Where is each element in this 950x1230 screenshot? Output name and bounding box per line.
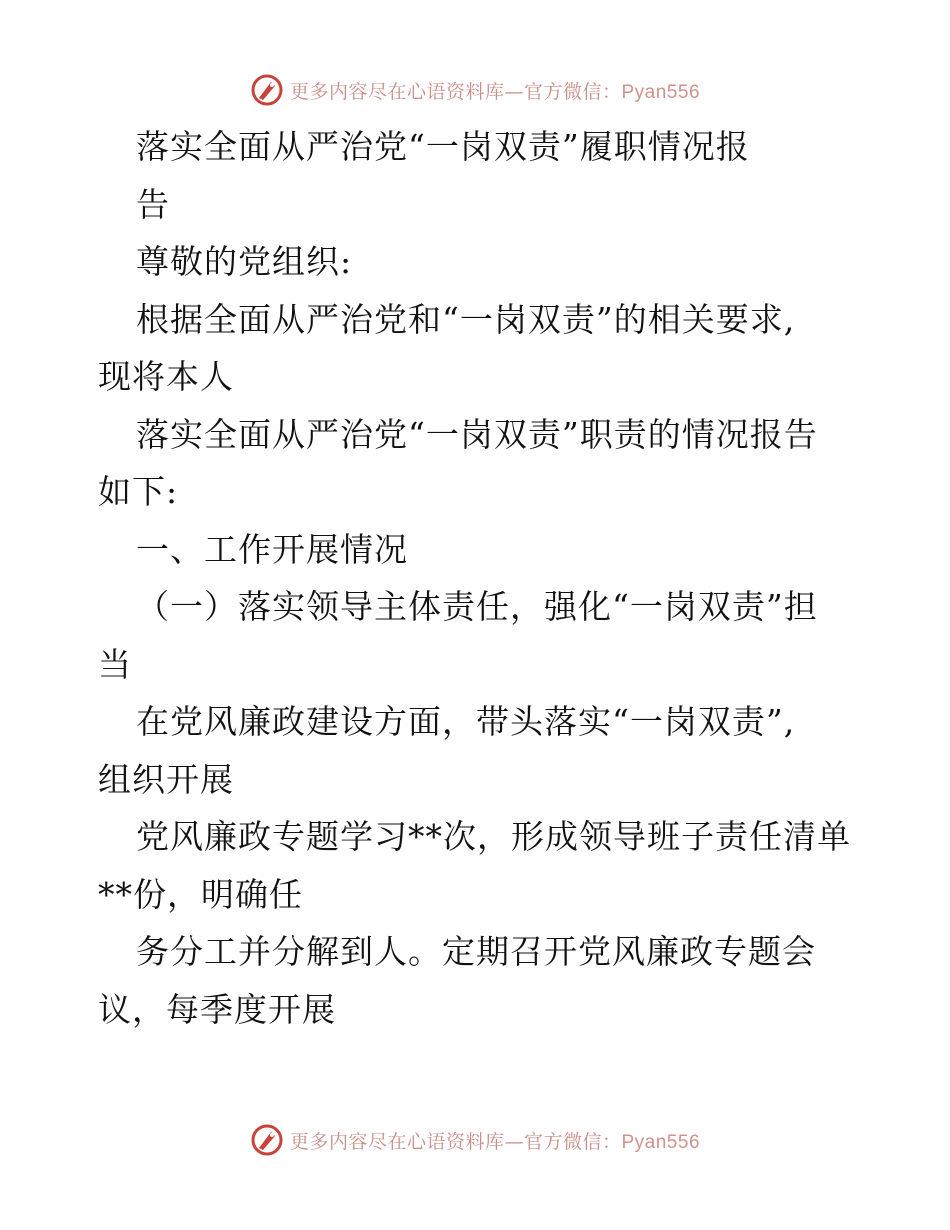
doc-title-line: 告 (136, 184, 170, 224)
paragraph-line: **份，明确任 (98, 874, 303, 914)
paragraph-line: 组织开展 (98, 759, 234, 799)
pen-nib-logo-icon (250, 1123, 284, 1157)
paragraph-line: 在党风廉政建设方面，带头落实“一岗双责”, (136, 702, 796, 741)
subsection-heading: 当 (98, 644, 132, 684)
salutation: 尊敬的党组织: (136, 242, 353, 281)
watermark-text: 更多内容尽在心语资料库—官方微信：Pyan556 (289, 80, 701, 103)
footer-watermark (0, 1120, 950, 1160)
subsection-heading: （一）落实领导主体责任，强化“一岗双责”担 (136, 587, 818, 626)
doc-title-line: 落实全面从严治党“一岗双责”履职情况报 (136, 127, 750, 166)
section-heading: 一、工作开展情况 (136, 529, 408, 569)
paragraph-line: 现将本人 (98, 357, 234, 396)
pen-nib-logo-icon (250, 73, 284, 107)
paragraph-line: 落实全面从严治党“一岗双责”职责的情况报告 (136, 414, 818, 454)
paragraph-line: 议，每季度开展 (98, 989, 336, 1029)
paragraph-line: 如下: (98, 472, 179, 511)
document-body (98, 118, 868, 1038)
watermark-text: 更多内容尽在心语资料库—官方微信：Pyan556 (289, 1130, 701, 1153)
header-watermark (0, 70, 950, 110)
paragraph-line: 务分工并分解到人。定期召开党风廉政专题会 (136, 932, 816, 971)
paragraph-line: 党风廉政专题学习**次，形成领导班子责任清单 (136, 817, 851, 856)
paragraph-line: 根据全面从严治党和“一岗双责”的相关要求, (136, 299, 796, 339)
